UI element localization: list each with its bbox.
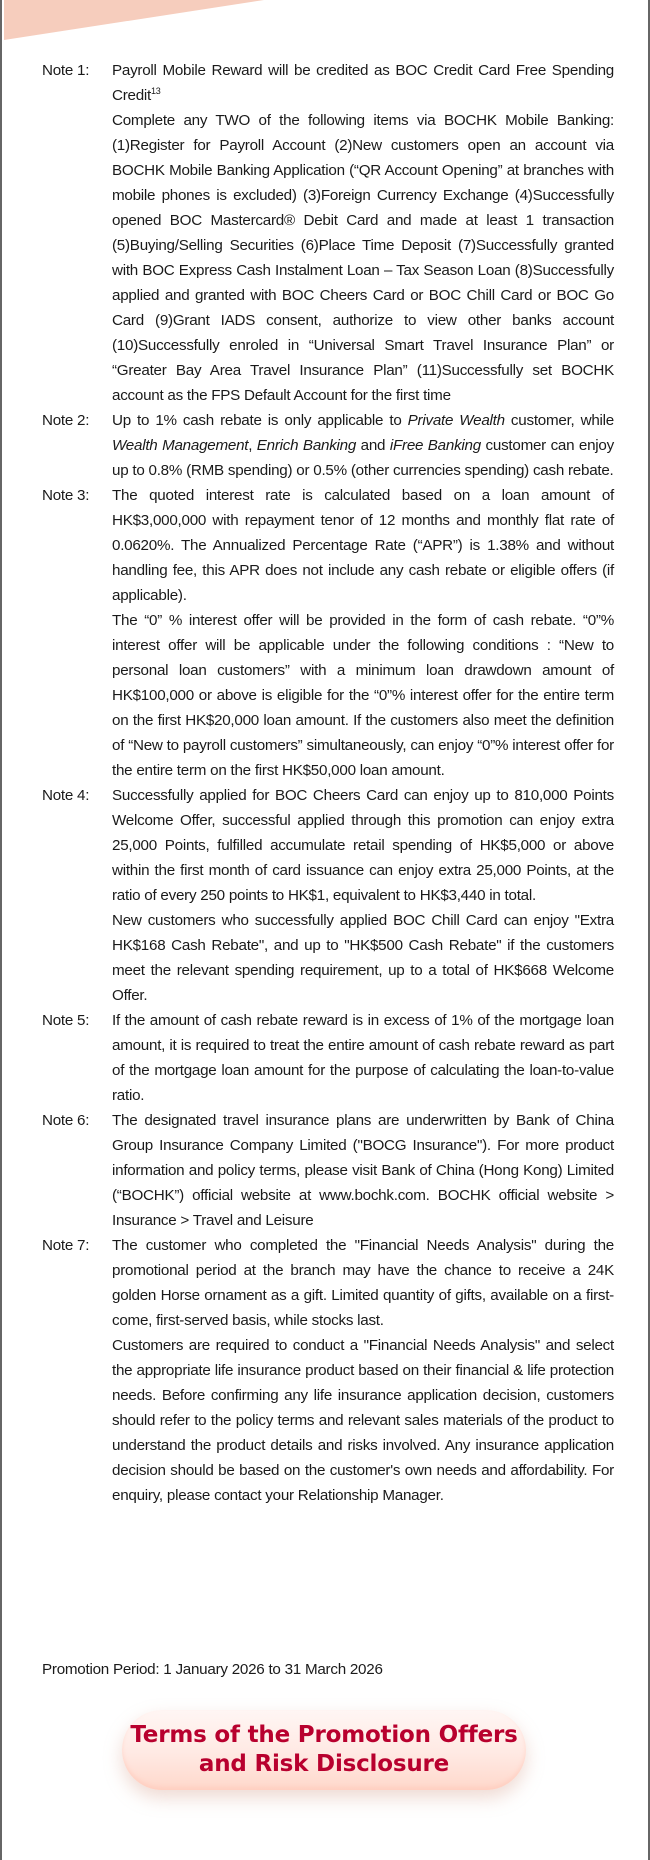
segment-enrich-banking: Enrich Banking (256, 437, 357, 454)
note-paragraph: The designated travel insurance plans are underwritten by Bank of China Group Insurance Company Limited ("BOCG Insurance"). For more product information and policy terms, please visit Bank of China (Hong Kong) Limited (“BOCHK”) official website at www.bochk.com. BOCHK official website > Insurance > Travel and Leisure (112, 1112, 614, 1229)
note-body (112, 783, 614, 1008)
notes-list (42, 58, 614, 1508)
note-label: Note 7: (42, 1237, 90, 1254)
note-body (112, 408, 614, 483)
note-paragraph: If the amount of cash rebate reward is in excess of 1% of the mortgage loan amount, it is required to treat the entire amount of cash rebate reward as part of the mortgage loan amount for the purpose of calculating the loan-to-value ratio. (112, 1012, 614, 1104)
note-body (112, 58, 614, 408)
terms-button-label (130, 1721, 517, 1779)
note-7 (42, 1233, 614, 1508)
note-text: and (356, 437, 390, 454)
note-text: customer can enjoy up to 0.8% (RMB spending) or 0.5% (other currencies spending) cash rebate. (112, 437, 614, 479)
note-paragraph: Successfully applied for BOC Cheers Card can enjoy up to 810,000 Points Welcome Offer, successful applied through this promotion can enjoy extra 25,000 Points, fulfilled accumulate retail spending of HK$5,000 or above within the first month of card issuance can enjoy extra 25,000 Points, at the ratio of every 250 points to HK$1, equivalent to HK$3,440 in total. (112, 787, 614, 904)
note-body (112, 483, 614, 783)
note-body (112, 1108, 614, 1233)
note-paragraph: Customers are required to conduct a "Financial Needs Analysis" and select the appropriate life insurance product based on their financial & life protection needs. Before confirming any life insurance application decision, customers should refer to the policy terms and relevant sales materials of the product to understand the product details and risks involved. Any insurance application decision should be based on the customer's own needs and affordability. For enquiry, please contact your Relationship Manager. (112, 1337, 614, 1504)
terms-button-line-1: Terms of the Promotion Offers (130, 1722, 518, 1748)
note-label: Note 3: (42, 487, 90, 504)
note-2 (42, 408, 614, 483)
note-paragraph: Complete any TWO of the following items via BOCHK Mobile Banking: (1)Register for Payroll Account (2)New customers open an account via BOCHK Mobile Banking Application (“QR Account Opening” at branches with mobile phones is excluded) (3)Foreign Currency Exchange (4)Successfully opened BOC Mastercard® Debit Card and made at least 1 transaction (5)Buying/Selling Securities (6)Place Time Deposit (7)Successfully granted with BOC Express Cash Instalment Loan – Tax Season Loan (8)Successfully applied and granted with BOC Cheers Card or BOC Chill Card or BOC Go Card (9)Grant IADS consent, authorize to view other banks account (10)Successfully enroled in “Universal Smart Travel Insurance Plan” or “Greater Bay Area Travel Insurance Plan” (11)Successfully set BOCHK account as the FPS Default Account for the first time (112, 112, 614, 404)
note-3 (42, 483, 614, 783)
note-label: Note 6: (42, 1112, 90, 1129)
note-text: Up to 1% cash rebate is only applicable to (112, 412, 408, 429)
note-label: Note 4: (42, 787, 90, 804)
note-5 (42, 1008, 614, 1108)
note-body (112, 1233, 614, 1508)
note-paragraph (112, 408, 614, 483)
promotion-period: Promotion Period: 1 January 2026 to 31 March 2026 (42, 1661, 383, 1678)
note-label: Note 5: (42, 1012, 90, 1029)
footnote-ref: 13 (151, 85, 161, 96)
segment-wealth-management: Wealth Management (112, 437, 249, 454)
note-text: Payroll Mobile Reward will be credited as BOC Credit Card Free Spending Credit (112, 62, 614, 104)
note-4 (42, 783, 614, 1008)
note-1 (42, 58, 614, 408)
note-paragraph: The quoted interest rate is calculated based on a loan amount of HK$3,000,000 with repayment tenor of 12 months and monthly flat rate of 0.0620%. The Annualized Percentage Rate (“APR”) is 1.38% and without handling fee, this APR does not include any cash rebate or eligible offers (if applicable). (112, 487, 614, 604)
decorative-corner-wedge (4, 0, 264, 40)
note-label: Note 2: (42, 412, 90, 429)
segment-ifree-banking: iFree Banking (389, 437, 481, 454)
note-paragraph: The “0” % interest offer will be provided in the form of cash rebate. “0”% interest offer will be applicable under the following conditions : “New to personal loan customers” with a minimum loan drawdown amount of HK$100,000 or above is eligible for the “0”% interest offer for the entire term on the first HK$20,000 loan amount. If the customers also meet the definition of “New to payroll customers” simultaneously, can enjoy “0”% interest offer for the entire term on the first HK$50,000 loan amount. (112, 612, 614, 779)
note-label: Note 1: (42, 62, 90, 79)
note-paragraph: New customers who successfully applied BOC Chill Card can enjoy "Extra HK$168 Cash Rebate", and up to "HK$500 Cash Rebate" if the customers meet the relevant spending requirement, up to a total of HK$668 Welcome Offer. (112, 912, 614, 1004)
terms-button-line-2: and Risk Disclosure (198, 1751, 450, 1777)
note-6 (42, 1108, 614, 1233)
note-body (112, 1008, 614, 1108)
note-text: customer, while (504, 412, 615, 429)
terms-and-risk-disclosure-button[interactable] (122, 1710, 526, 1790)
segment-private-wealth: Private Wealth (407, 412, 505, 429)
note-paragraph (112, 58, 614, 108)
note-paragraph: The customer who completed the "Financial Needs Analysis" during the promotional period at the branch may have the chance to receive a 24K golden Horse ornament as a gift. Limited quantity of gifts, available on a first-come, first-served basis, while stocks last. (112, 1237, 614, 1329)
note-text: , (248, 437, 257, 454)
